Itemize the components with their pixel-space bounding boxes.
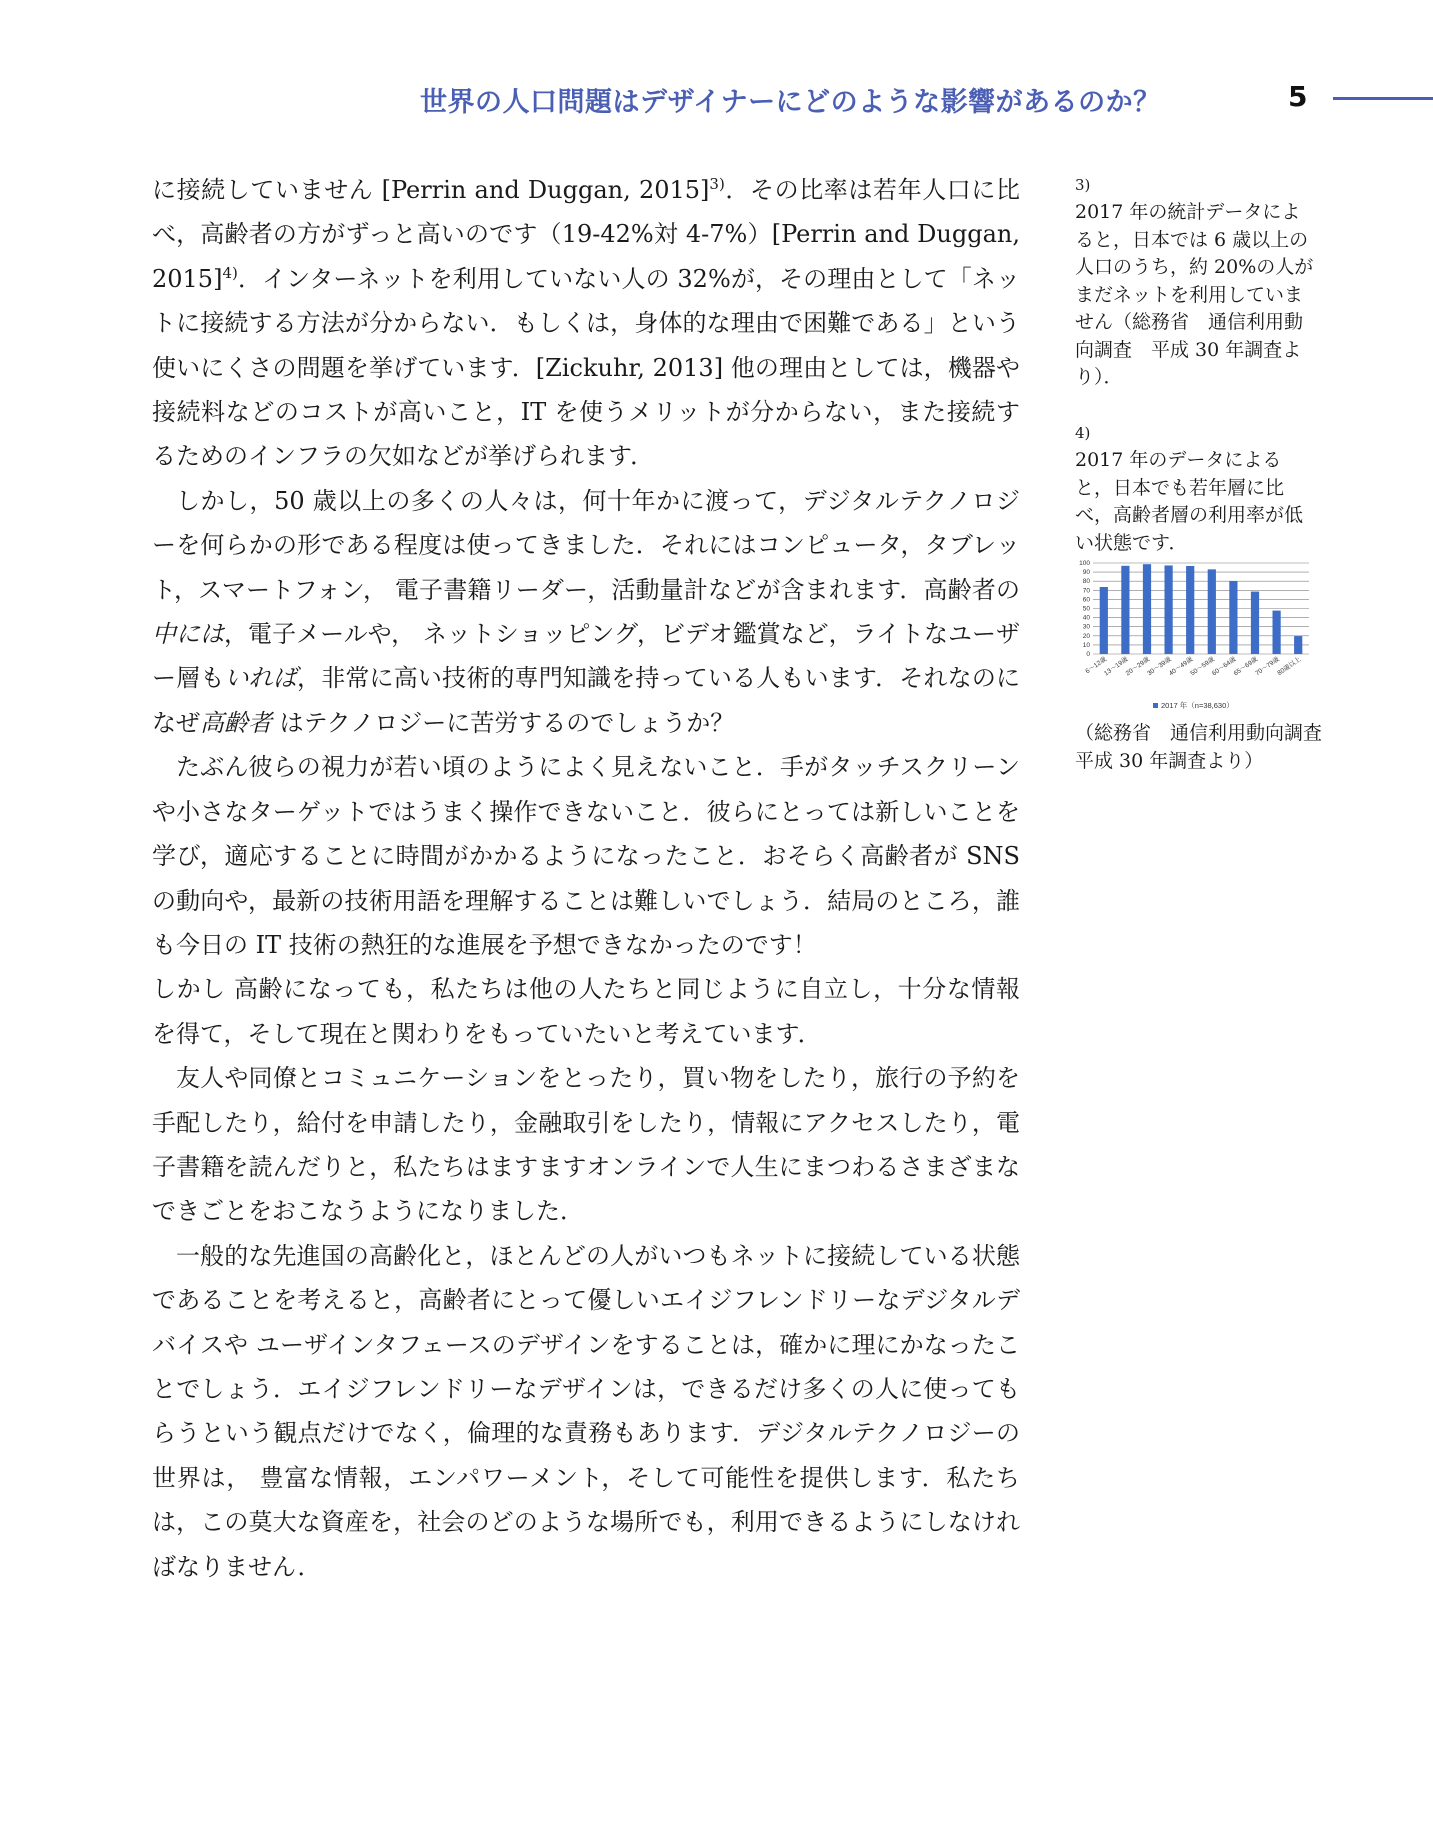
bar: [1121, 566, 1129, 654]
bar: [1164, 565, 1172, 654]
legend-swatch: [1153, 703, 1158, 708]
x-tick-label: 50～59歳: [1189, 655, 1216, 678]
y-tick-label: 70: [1082, 587, 1090, 595]
bar: [1186, 566, 1194, 654]
x-tick-label: 6～12歳: [1084, 655, 1108, 676]
emphasis: 高齢者: [200, 708, 272, 737]
text-run: ，電子メールや， ネットショッピング，ビデオ鑑賞など，ライトなユーザー層も: [152, 620, 1021, 693]
y-tick-label: 0: [1086, 651, 1090, 658]
figure-source: （総務省 通信利用動向調査 平成 30 年調査より）: [1075, 722, 1342, 772]
y-tick-label: 30: [1082, 623, 1090, 631]
x-tick-label: 70～79歳: [1254, 655, 1281, 678]
footnote-ref-3: 3): [709, 175, 725, 193]
bar: [1229, 581, 1237, 654]
y-tick-label: 100: [1079, 560, 1090, 567]
x-tick-label: 65～69歳: [1232, 655, 1260, 678]
x-tick-label: 20～29歳: [1124, 655, 1152, 678]
bar: [1272, 611, 1280, 654]
main-text: [152, 168, 1020, 1589]
x-tick-label: 80歳以上: [1276, 655, 1303, 677]
legend-label: 2017 年（n=38,630）: [1161, 701, 1234, 710]
paragraph-1: [152, 168, 1020, 479]
y-tick-label: 80: [1082, 578, 1090, 586]
x-tick-label: 40～49歳: [1167, 655, 1195, 678]
sidenote-number: 3): [1075, 176, 1091, 194]
x-tick-label: 13～19歳: [1103, 655, 1130, 678]
header-rule: [1333, 97, 1433, 100]
x-tick-label: 60～64歳: [1211, 655, 1238, 678]
internet-usage-chart: [1075, 558, 1315, 716]
y-tick-label: 60: [1082, 596, 1090, 604]
footnote-ref-4: 4): [222, 263, 238, 282]
bar: [1100, 587, 1108, 654]
paragraph-6: 一般的な先進国の高齢化と，ほとんどの人がいつもネットに接続している状態であることを考えると，高齢者にとって優しいエイジフレンドリーなデジタルデバイスや ユーザインタフェースのデザインをすることは，確かに理にかなったことでしょう．エイジフレンドリーなデザインは，できるだけ多くの人に使ってもらうという観点だけでなく，倫理的な責務もあります．デジタルテクノロジーの世界は， 豊富な情報，エンパワーメント，そして可能性を提供します．私たちは，この莫大な資産を，社会のどのような場所でも，利用できるようにしなければなりません．: [152, 1241, 1020, 1581]
paragraph-5: 友人や同僚とコミュニケーションをとったり，買い物をしたり，旅行の予約を手配したり，給付を申請したり，金融取引をしたり，情報にアクセスしたり，電子書籍を読んだりと，私たちはますますオンラインで人生にまつわるさまざまなできごとをおこなうようになりました．: [152, 1064, 1020, 1226]
text-run: しかし，50 歳以上の多くの人々は，何十年かに渡って，デジタルテクノロジーを何らかの形である程度は使ってきました．それにはコンピュータ，タブレット，スマートフォン， 電子書籍リーダー，活動量計などが含まれます．高齢者の: [152, 486, 1020, 604]
y-tick-label: 40: [1082, 614, 1090, 622]
text-run: ．インターネットを利用していない人の 32%が，その理由として「ネットに接続する方法が分からない．もしくは，身体的な理由で困難である」という使いにくさの問題を挙げています．[Zickuhr, 2013] 他の理由としては，機器や接続料などのコストが高いこと，IT を使うメリットが分からない，また接続するためのインフラの欠如などが挙げられます．: [152, 264, 1020, 471]
sidenote-text: 2017 年のデータによると，日本でも若年層に比べ，高齢者層の利用率が低い状態です．: [1075, 449, 1304, 554]
text-run: ，非常に高い技術的専門知識を持っている人もいます．それなのになぜ: [152, 664, 1021, 737]
paragraph-4: しかし 高齢になっても，私たちは他の人たちと同じように自立し，十分な情報を得て，そして現在と関わりをもっていたいと考えています．: [152, 975, 1020, 1048]
text-run: ．その比率は若年人口に比べ，高齢者の方がずっと高いのです（19-42%対 4-7%）[Perrin and Duggan, 2015]: [152, 176, 1020, 293]
y-tick-label: 10: [1082, 641, 1090, 649]
bar: [1294, 636, 1302, 654]
emphasis: いれば: [224, 664, 298, 693]
page-number: 5: [1288, 80, 1308, 113]
text-run: はテクノロジーに苦労するのでしょうか？: [272, 708, 735, 737]
x-tick-label: 30～39歳: [1146, 655, 1173, 678]
y-tick-label: 90: [1082, 569, 1090, 577]
sidenote-number: 4): [1075, 424, 1091, 442]
paragraph-2: [152, 479, 1020, 745]
bar: [1143, 564, 1151, 654]
bar: [1251, 592, 1259, 654]
header-title: 世界の人口問題はデザイナーにどのような影響があるのか？: [420, 87, 1161, 118]
y-tick-label: 20: [1082, 632, 1090, 640]
sidenote-text: 2017 年の統計データによると，日本では 6 歳以上の人口のうち，約 20%の人がまだネットを利用していません（総務省 通信利用動向調査 平成 30 年調査より）．: [1075, 201, 1314, 388]
emphasis: 中には: [152, 620, 225, 649]
text-run: に接続していません [Perrin and Duggan, 2015]: [152, 176, 710, 204]
y-tick-label: 50: [1082, 605, 1090, 613]
sidenote-3: [1075, 172, 1315, 392]
paragraph-3: たぶん彼らの視力が若い頃のようによく見えないこと．手がタッチスクリーンや小さなターゲットではうまく操作できないこと．彼らにとっては新しいことを学び，適応することに時間がかかるようになったこと．おそらく高齢者が SNS の動向や，最新の技術用語を理解することは難しいでしょう．結局のところ，誰も今日の IT 技術の熱狂的な進展を予想できなかったのです！: [152, 753, 1020, 959]
sidenote-4: [1075, 420, 1315, 557]
bar: [1208, 569, 1216, 654]
